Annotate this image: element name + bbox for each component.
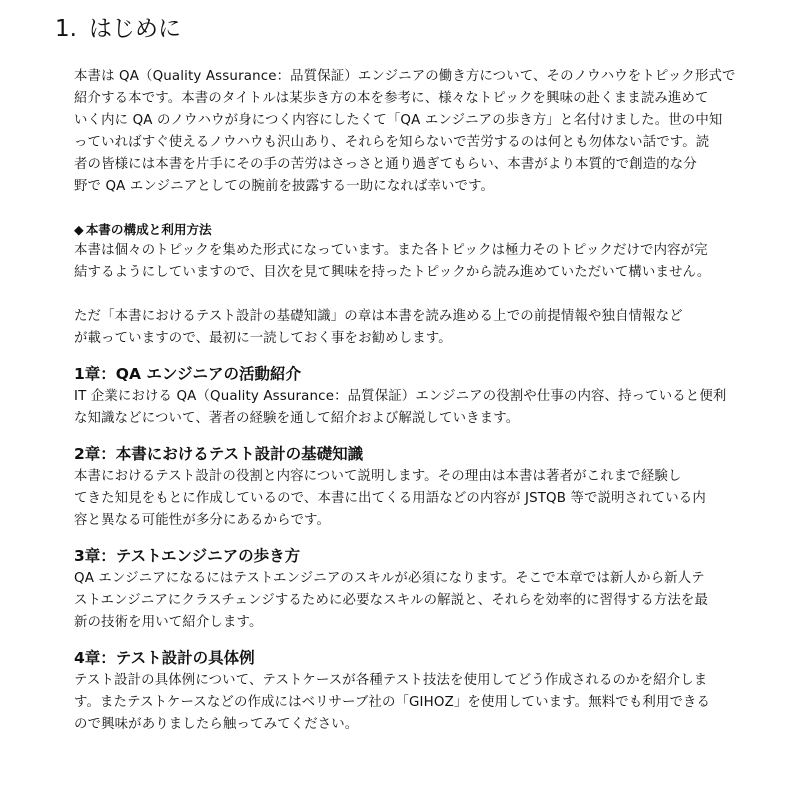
- chapter-4-heading: 4章：テスト設計の具体例: [74, 649, 255, 667]
- chapter-3-description: [74, 568, 754, 634]
- structure-paragraph-2: [74, 306, 754, 350]
- chapter-line: ストエンジニアにクラスチェンジするために必要なスキルの解説と、それらを効率的に習得する方法を最: [74, 593, 708, 608]
- chapter-line: す。またテストケースなどの作成にはベリサーブ社の「GIHOZ」を使用しています。無料でも利用できる: [74, 695, 711, 710]
- title-text: はじめに: [89, 16, 181, 42]
- chapter-line: IT 企業における QA（Quality Assurance：品質保証）エンジニアの役割や仕事の内容、持っていると便利: [74, 389, 727, 404]
- document-body: [74, 66, 754, 736]
- intro-line: 野で QA エンジニアとしての腕前を披露する一助になれば幸いです。: [74, 179, 495, 194]
- chapter-line: QA エンジニアになるにはテストエンジニアのスキルが必須になります。そこで本章では新人から新人テ: [74, 571, 705, 586]
- page-title: [55, 12, 181, 46]
- chapter-line: テスト設計の具体例について、テストケースが各種テスト技法を使用してどう作成されるのかを紹介しま: [74, 673, 708, 688]
- structure-line: ただ「本書におけるテスト設計の基礎知識」の章は本書を読み進める上での前提情報や独自情報など: [74, 309, 683, 324]
- chapter-1-heading: 1章：QA エンジニアの活動紹介: [74, 365, 301, 383]
- chapter-3-section: [74, 544, 754, 634]
- structure-line: 結するようにしていますので、目次を見て興味を持ったトピックから読み進めていただいて構いません。: [74, 265, 711, 280]
- chapter-4-description: [74, 670, 754, 736]
- intro-line: っていればすぐ使えるノウハウも沢山あり、それらを知らないで苦労するのは何とも勿体ない話です。読: [74, 135, 710, 150]
- chapter-2-heading: 2章：本書におけるテスト設計の基礎知識: [74, 445, 364, 463]
- chapter-2-section: [74, 442, 754, 532]
- chapter-line: てきた知見をもとに作成しているので、本書に出てくる用語などの内容が JSTQB 等で説明されている内: [74, 491, 706, 506]
- chapter-line: な知識などについて、著者の経験を通して紹介および解説していきます。: [74, 411, 520, 426]
- chapter-line: 本書におけるテスト設計の役割と内容について説明します。その理由は本書は著者がこれまで経験し: [74, 469, 682, 484]
- title-number: 1.: [55, 16, 77, 42]
- chapter-2-description: [74, 466, 754, 532]
- intro-paragraph: [74, 66, 754, 198]
- chapter-1-description: [74, 386, 754, 430]
- structure-line: が載っていますので、最初に一読しておく事をお勧めします。: [74, 331, 452, 346]
- spacer: [74, 284, 754, 306]
- chapter-line: 容と異なる可能性が多分にあるからです。: [74, 513, 331, 528]
- chapter-4-section: [74, 646, 754, 736]
- structure-heading-text: 本書の構成と利用方法: [85, 222, 212, 237]
- structure-line: 本書は個々のトピックを集めた形式になっています。また各トピックは極力そのトピックだけで内容が完: [74, 243, 708, 258]
- intro-line: 紹介する本です。本書のタイトルは某歩き方の本を参考に、様々なトピックを興味の赴くまま読み進めて: [74, 91, 709, 106]
- structure-heading: [74, 220, 754, 240]
- chapter-line: ので興味がありましたら触ってみてください。: [74, 717, 359, 732]
- intro-line: いく内に QA のノウハウが身につく内容にしたくて「QA エンジニアの歩き方」と名付けました。世の中知: [74, 113, 723, 128]
- chapter-line: 新の技術を用いて紹介します。: [74, 615, 263, 630]
- structure-paragraph-1: [74, 240, 754, 284]
- intro-line: 者の皆様には本書を片手にその手の苦労はさっさと通り過ぎてもらい、本書がより本質的で創造的な分: [74, 157, 697, 172]
- intro-line: 本書は QA（Quality Assurance：品質保証）エンジニアの働き方について、そのノウハウをトピック形式で: [74, 69, 736, 84]
- chapter-3-heading: 3章：テストエンジニアの歩き方: [74, 547, 301, 565]
- diamond-bullet-icon: ◆: [74, 222, 84, 237]
- chapter-1-section: [74, 362, 754, 430]
